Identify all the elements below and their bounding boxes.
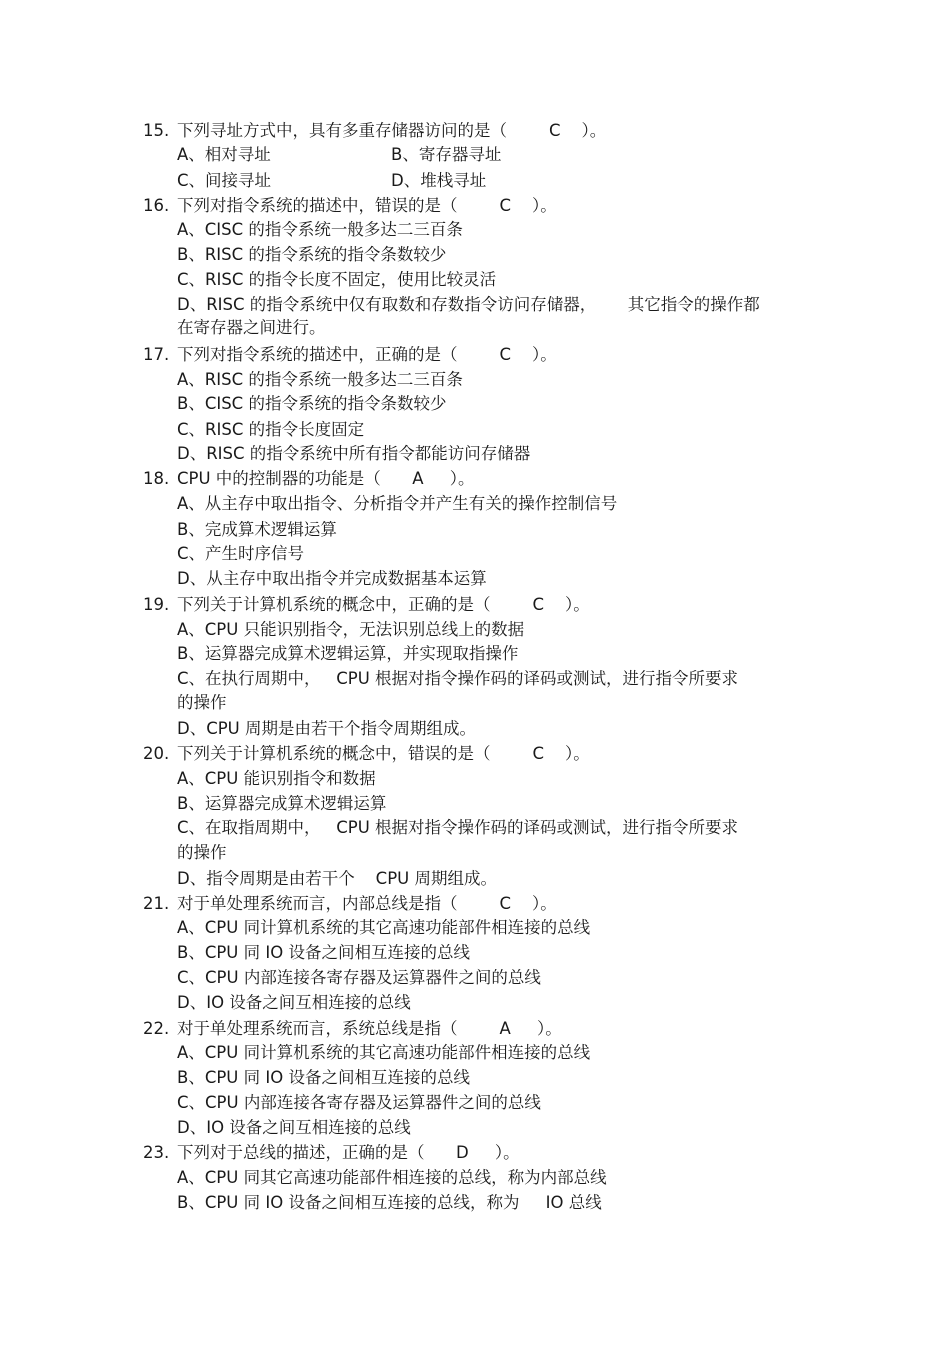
option-line: A、CPU 同其它高速功能部件相连接的总线，称为内部总线 bbox=[177, 1168, 607, 1187]
option-line: C、间接寻址 bbox=[177, 171, 272, 190]
option-line: 的操作 bbox=[177, 693, 227, 712]
question-number: 16. bbox=[143, 196, 170, 215]
option-line: C、RISC 的指令长度不固定，使用比较灵活 bbox=[177, 270, 497, 289]
question-number: 21. bbox=[143, 894, 170, 913]
option-line: D、IO 设备之间互相连接的总线 bbox=[177, 1118, 411, 1137]
option-line: C、CPU 内部连接各寄存器及运算器件之间的总线 bbox=[177, 968, 541, 987]
question-stem: 下列对指令系统的描述中，正确的是（ C ）。 bbox=[177, 345, 557, 364]
question-number: 19. bbox=[143, 595, 170, 614]
option-line: A、CPU 同计算机系统的其它高速功能部件相连接的总线 bbox=[177, 1043, 591, 1062]
option-line: 的操作 bbox=[177, 843, 227, 862]
option-line: D、堆栈寻址 bbox=[391, 171, 487, 190]
option-line: A、CPU 能识别指令和数据 bbox=[177, 769, 376, 788]
question-stem: 下列对指令系统的描述中，错误的是（ C ）。 bbox=[177, 196, 557, 215]
option-line: D、CPU 周期是由若干个指令周期组成。 bbox=[177, 719, 476, 738]
option-line: C、RISC 的指令长度固定 bbox=[177, 420, 365, 439]
option-line: B、CPU 同 IO 设备之间相互连接的总线，称为 IO 总线 bbox=[177, 1193, 602, 1212]
option-line: A、CISC 的指令系统一般多达二三百条 bbox=[177, 220, 463, 239]
option-line: D、IO 设备之间互相连接的总线 bbox=[177, 993, 411, 1012]
question-stem: 下列关于计算机系统的概念中，错误的是（ C ）。 bbox=[177, 744, 590, 763]
question-stem: CPU 中的控制器的功能是（ A ）。 bbox=[177, 469, 475, 488]
option-line: A、CPU 只能识别指令，无法识别总线上的数据 bbox=[177, 620, 525, 639]
question-stem: 下列对于总线的描述，正确的是（ D ）。 bbox=[177, 1143, 520, 1162]
question-number: 22. bbox=[143, 1019, 170, 1038]
option-line: B、寄存器寻址 bbox=[391, 145, 502, 164]
option-line: B、运算器完成算术逻辑运算，并实现取指操作 bbox=[177, 644, 519, 663]
option-line: D、指令周期是由若干个 CPU 周期组成。 bbox=[177, 869, 497, 888]
option-line: 在寄存器之间进行。 bbox=[177, 318, 326, 337]
option-line: C、在执行周期中， CPU 根据对指令操作码的译码或测试，进行指令所要求 bbox=[177, 669, 739, 688]
option-line: D、RISC 的指令系统中所有指令都能访问存储器 bbox=[177, 444, 531, 463]
option-line: B、运算器完成算术逻辑运算 bbox=[177, 794, 387, 813]
option-line: A、从主存中取出指令、分析指令并产生有关的操作控制信号 bbox=[177, 494, 618, 513]
question-number: 17. bbox=[143, 345, 170, 364]
option-line: D、从主存中取出指令并完成数据基本运算 bbox=[177, 569, 487, 588]
option-line: D、RISC 的指令系统中仅有取数和存数指令访问存储器， 其它指令的操作都 bbox=[177, 295, 760, 314]
question-number: 23. bbox=[143, 1143, 170, 1162]
option-line: B、CISC 的指令系统的指令条数较少 bbox=[177, 394, 447, 413]
question-number: 15. bbox=[143, 121, 170, 140]
option-line: B、完成算术逻辑运算 bbox=[177, 520, 337, 539]
option-line: A、相对寻址 bbox=[177, 145, 271, 164]
question-stem: 下列寻址方式中，具有多重存储器访问的是（ C ）。 bbox=[177, 121, 607, 140]
option-line: B、CPU 同 IO 设备之间相互连接的总线 bbox=[177, 1068, 470, 1087]
question-number: 18. bbox=[143, 469, 170, 488]
question-stem: 对于单处理系统而言，系统总线是指（ A ）。 bbox=[177, 1019, 562, 1038]
question-stem: 对于单处理系统而言，内部总线是指（ C ）。 bbox=[177, 894, 557, 913]
option-line: C、产生时序信号 bbox=[177, 544, 305, 563]
option-line: B、RISC 的指令系统的指令条数较少 bbox=[177, 245, 447, 264]
option-line: B、CPU 同 IO 设备之间相互连接的总线 bbox=[177, 943, 470, 962]
option-line: C、CPU 内部连接各寄存器及运算器件之间的总线 bbox=[177, 1093, 541, 1112]
question-number: 20. bbox=[143, 744, 170, 763]
question-stem: 下列关于计算机系统的概念中，正确的是（ C ）。 bbox=[177, 595, 590, 614]
option-line: C、在取指周期中， CPU 根据对指令操作码的译码或测试，进行指令所要求 bbox=[177, 818, 739, 837]
option-line: A、CPU 同计算机系统的其它高速功能部件相连接的总线 bbox=[177, 918, 591, 937]
option-line: A、RISC 的指令系统一般多达二三百条 bbox=[177, 370, 463, 389]
